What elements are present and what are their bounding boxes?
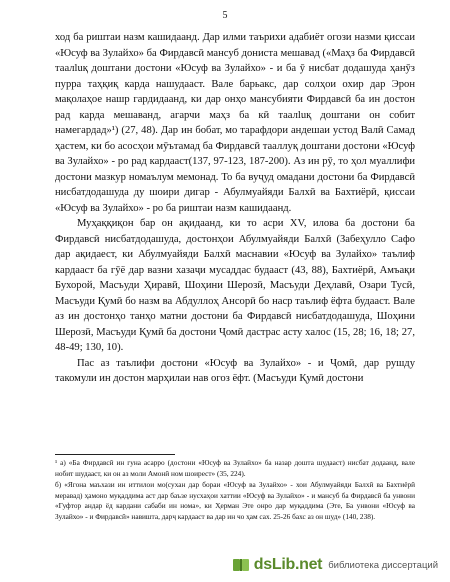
- footnote-a: ¹ а) «Ба Фирдавсӣ ин гуна асарро (достони «Юсуф ва Зулайхо» ба назар дошта шудааст) нисбат додаанд, вале нобит шудааст, ки он аз моли Амонӣ ном шоирест» (35, 224).: [55, 458, 415, 478]
- paragraph-3: Пас аз таълифи достони «Юсуф ва Зулайхо» - и Ҷомӣ, дар рушду такомули ин достон марҳилаи нав огоз ёфт. (Масъуди Қумӣ достони: [55, 357, 415, 384]
- paragraph-2: Муҳаққиқон бар он ақидаанд, ки то асри XV, илова ба достони ба Фирдавсӣ нисбатдодашуда, достонҳои Абулмуайяди Балхӣ (Забеҳулло Сафо дар ақидаест, ки Абулмуайяди Балхӣ маснавии «Юсуф ва Зулайхо» таълиф кардааст ба гӯё дар вазни хазаҷи мусаддас будааст (43, 88), Бахтиёрӣ, Амъақи Бухорой, Масъуди Ҳиравӣ, Шоҳини Шерозӣ, Масъуди Деҳлавӣ, Озари Тусӣ, Масъуди Қумӣ бо назм ва Абдуллоҳ Ансорӣ бо наср таълиф ёфта будааст. Вале аз ин достонҳо танҳо матни достони ба Фирдавсӣ нисбатдодашуда, Шоҳини Шерозӣ, Масъуди Қумӣ ба достони Ҷомӣ дастрас асту халос (15, 28; 16, 18; 27, 48-49; 130, 10).: [55, 218, 415, 353]
- paragraph-1: ход ба риштаи назм кашидаанд. Дар илми таърихи адабиёт огози назми қиссаи «Юсуф ва Зулайхо» ба Фирдавсӣ мансуб дониста мешавад («Маҳз ба Фирдавсӣ таалluқ доштани достони «Юсуф ва Зулайхо» - и ба ӯ нисбат додашуда ҳанӯз пурра таҳқиқ карда нашудааст. Вале барьакс, дар солҳои охир дар Эрон мақолаҳое нашр гардидаанд, ки дар онҳо мансубияти Фирдавсӣ ба ин достон рад карда мешаванд, агарчи маҳз ба кӣ таалluқ доштани он собит намегардад»¹) (27, 48). Дар ин бобат, мо тарафдори андешаи устод Валӣ Самад ҳастем, ки бо асосҳои мӯътамад ба Фирдавсӣ тааллуқ доштани достони «Юсуф ва Зулайхо» - ро рад кардааст(137, 97-123, 187-200). Аз ин рӯ, то ҳол муаллифи достони мазкур номаълум мемонад. То ба вуҷуд омадани достони ба Фирдавсӣ нисбатдодашуда ду шоири дигар - Абулмуайяди Балхӣ ва Бахтиёрӣ, қиссаи «Юсуф ва Зулайхо» - ро ба риштаи назм кашидаанд.: [55, 32, 415, 214]
- footnote-separator: [55, 454, 175, 455]
- watermark-brand: dsLib.net: [253, 556, 323, 573]
- page-number: 5: [222, 10, 228, 21]
- watermark[interactable]: [231, 555, 438, 575]
- footnote-b: б) «Ягона маъхази ин иттилои мо(сухан дар бораи «Юсуф ва Зулайхо» - хои Абулмуайяди Балхӣ ва Бахтиёрӣ меравад) ҳамоно муқаддима аст дар баъзе нусхаҳои хаттии «Юсуф ва Зулайхо» - и мансуб ба Фирдавсӣ ба унвони «Гуфтор андар ёд кардани сабаби ин нома», ки Ҳерман Эте онро дар муқаддима (Эте, Ба унвони «Юсуф ва Зулайхо» - и Фирдавсӣ» навишта, дарҷ кардааст ва дар ин чо ҳам сах. 25-26 бахс аз он шуд» (140, 238).: [55, 480, 415, 521]
- body-text: [55, 30, 415, 387]
- book-logo-icon: [231, 555, 251, 575]
- watermark-caption: библиотека диссертаций: [328, 559, 438, 571]
- footnotes: [55, 458, 415, 524]
